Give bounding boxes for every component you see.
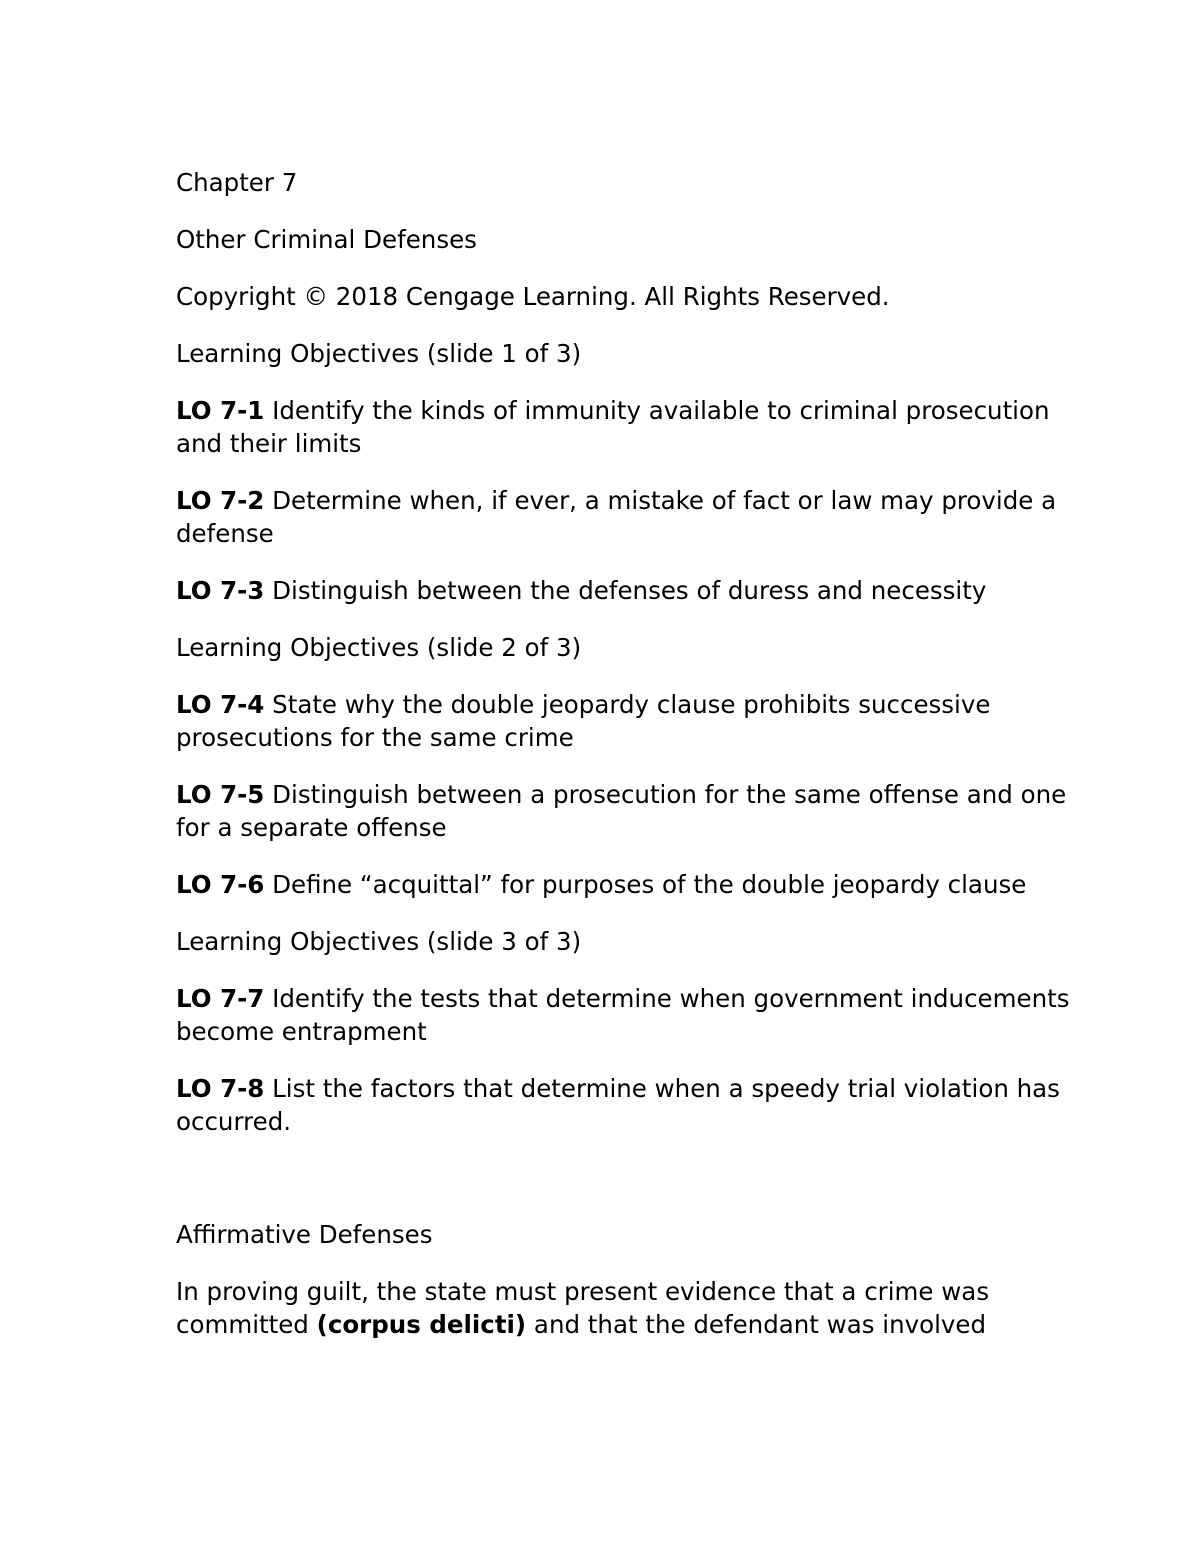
affirmative-body	[176, 1275, 1076, 1341]
objective-code: LO 7-4	[176, 690, 265, 719]
document-page	[176, 166, 1076, 1365]
objective-code: LO 7-8	[176, 1074, 265, 1103]
objective-text: Define “acquittal” for purposes of the double jeopardy clause	[272, 870, 1027, 899]
objective-code: LO 7-5	[176, 780, 265, 809]
learning-objective	[176, 574, 1076, 607]
objective-text: Identify the kinds of immunity available to criminal prosecution and their limits	[176, 396, 1050, 458]
objective-text: Determine when, if ever, a mistake of fact or law may provide a defense	[176, 486, 1057, 548]
learning-objective	[176, 688, 1076, 754]
learning-objective	[176, 778, 1076, 844]
objective-text: Identify the tests that determine when government inducements become entrapment	[176, 984, 1070, 1046]
objective-text: List the factors that determine when a speedy trial violation has occurred.	[176, 1074, 1060, 1136]
section-heading: Learning Objectives (slide 1 of 3)	[176, 339, 582, 368]
objective-text: Distinguish between a prosecution for the same offense and one for a separate offense	[176, 780, 1067, 842]
corpus-delicti-term: (corpus delicti)	[316, 1310, 527, 1339]
learning-objective	[176, 868, 1076, 901]
learning-objective	[176, 484, 1076, 550]
affirmative-heading: Affirmative Defenses	[176, 1220, 433, 1249]
learning-objective	[176, 982, 1076, 1048]
affirmative-text-after: and that the defendant was involved	[526, 1310, 987, 1339]
objective-code: LO 7-3	[176, 576, 265, 605]
objective-text: State why the double jeopardy clause prohibits successive prosecutions for the same crime	[176, 690, 991, 752]
objective-code: LO 7-1	[176, 396, 265, 425]
learning-objective	[176, 1072, 1076, 1138]
learning-objective	[176, 394, 1076, 460]
affirmative-text-before: In proving guilt, the state must present evidence that a crime was committed	[176, 1277, 990, 1339]
section-heading: Learning Objectives (slide 3 of 3)	[176, 927, 582, 956]
objective-code: LO 7-2	[176, 486, 265, 515]
objective-code: LO 7-7	[176, 984, 265, 1013]
chapter-label: Chapter 7	[176, 168, 298, 197]
section-heading: Learning Objectives (slide 2 of 3)	[176, 633, 582, 662]
chapter-title: Other Criminal Defenses	[176, 225, 477, 254]
objective-code: LO 7-6	[176, 870, 265, 899]
copyright-notice: Copyright © 2018 Cengage Learning. All Rights Reserved.	[176, 282, 890, 311]
objective-text: Distinguish between the defenses of duress and necessity	[272, 576, 987, 605]
